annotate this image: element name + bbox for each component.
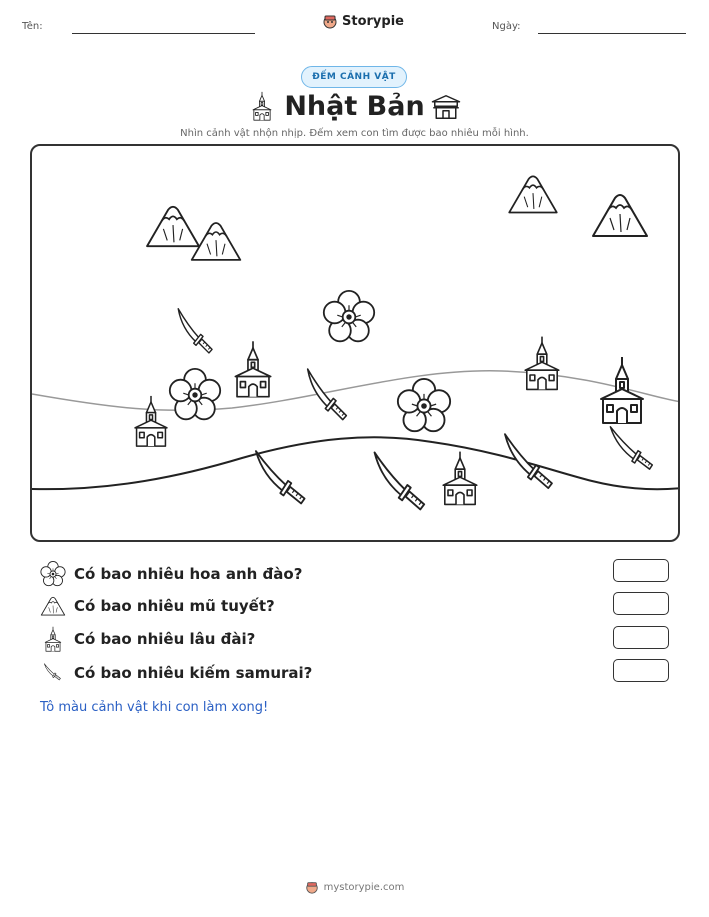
castle-icon <box>601 357 643 423</box>
storypie-mascot-icon <box>305 880 319 894</box>
far-hill-line <box>32 371 680 411</box>
question-text: Có bao nhiêu kiếm samurai? <box>74 664 313 682</box>
question-row <box>40 561 302 587</box>
samurai-sword-icon <box>40 660 66 686</box>
logo-text: Storypie <box>342 13 404 29</box>
question-row <box>40 660 312 686</box>
page-title: Nhật Bản <box>284 91 425 122</box>
counting-scene <box>30 144 680 542</box>
question-row <box>40 593 275 619</box>
samurai-sword-icon <box>306 362 347 425</box>
castle-icon <box>443 452 477 505</box>
near-hill-line <box>32 437 680 489</box>
samurai-sword-icon <box>373 443 426 517</box>
question-text: Có bao nhiêu lâu đài? <box>74 630 256 648</box>
cherry-blossom-icon <box>40 561 66 587</box>
cherry-blossom-icon <box>398 379 450 431</box>
samurai-sword-icon <box>177 303 213 358</box>
footer-site[interactable]: mystorypie.com <box>323 881 405 893</box>
date-label: Ngày: <box>492 21 521 32</box>
snowy-mountain-icon <box>147 207 199 246</box>
answer-box[interactable] <box>613 592 669 615</box>
storypie-logo <box>322 13 404 29</box>
cherry-blossom-icon <box>324 291 374 341</box>
instructions: Nhìn cảnh vật nhộn nhịp. Đếm xem con tìm được bao nhiêu mỗi hình. <box>180 128 529 139</box>
date-line[interactable] <box>538 33 686 34</box>
samurai-sword-icon <box>609 418 653 476</box>
castle-icon <box>40 626 66 652</box>
snowy-mountain-icon <box>40 593 66 619</box>
storypie-mascot-icon <box>322 13 338 29</box>
answer-box[interactable] <box>613 559 669 582</box>
footer <box>0 880 709 894</box>
castle-icon <box>235 341 270 396</box>
castle-icon <box>525 337 559 390</box>
snowy-mountain-icon <box>593 195 647 236</box>
worksheet-type-badge: ĐẾM CẢNH VẬT <box>301 66 407 88</box>
name-label: Tên: <box>22 21 43 32</box>
name-line[interactable] <box>72 33 255 34</box>
castle-icon <box>135 396 167 446</box>
japanese-house-icon <box>431 94 461 120</box>
coloring-note: Tô màu cảnh vật khi con làm xong! <box>40 700 269 715</box>
cherry-blossom-icon <box>170 369 220 419</box>
question-row <box>40 626 255 652</box>
answer-box[interactable] <box>613 659 669 682</box>
question-text: Có bao nhiêu hoa anh đào? <box>74 565 303 583</box>
question-text: Có bao nhiêu mũ tuyết? <box>74 597 275 615</box>
samurai-sword-icon <box>503 425 553 496</box>
answer-box[interactable] <box>613 626 669 649</box>
snowy-mountain-icon <box>192 223 241 260</box>
snowy-mountain-icon <box>509 176 557 212</box>
